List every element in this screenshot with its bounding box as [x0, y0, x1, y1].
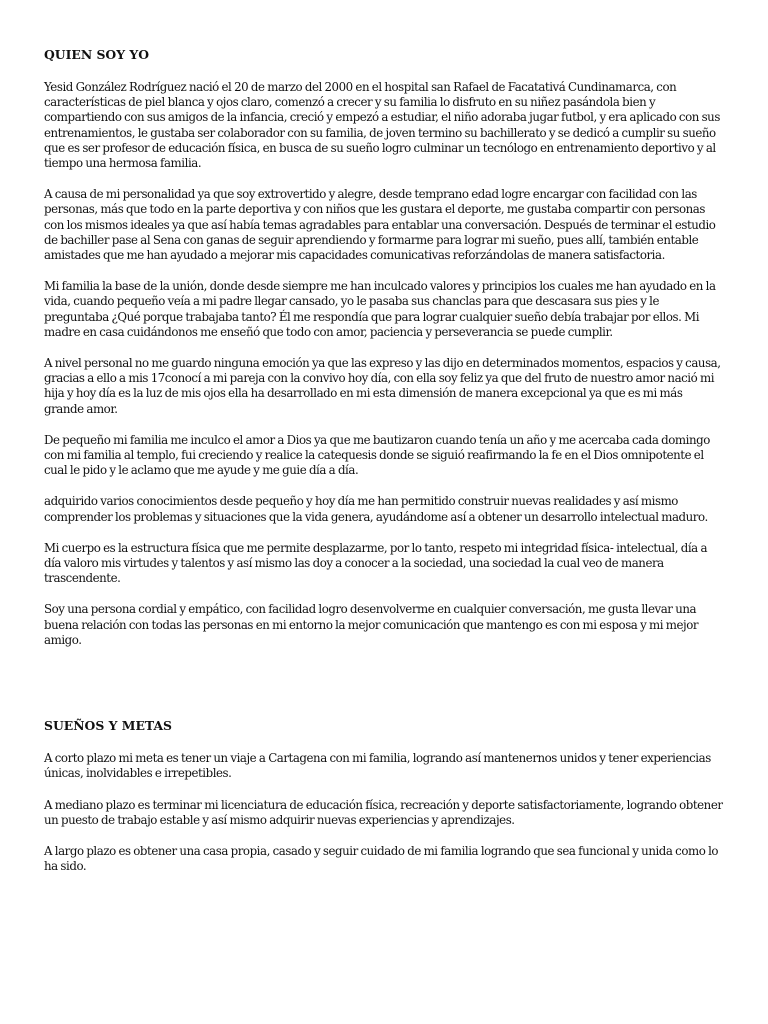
paragraph-personalidad: A causa de mi personalidad ya que soy extrovertido y alegre, desde temprano edad logre encargar con facilidad con las personas, más que todo en la parte deportiva y con niños que les gustara el deporte, me gustaba compartir con personas con los mismos ideales ya que así había temas agradables para entablar una conversación. Después de terminar el estudio de bachiller pase al Sena con ganas de seguir aprendiendo y formarme para lograr mi sueño, pues allí, también entable amistades que me han ayudado a mejorar mis capacidades comunicativas reforzándolas de manera satisfactoria. [44, 187, 716, 263]
paragraph-nivel-personal: A nivel personal no me guardo ninguna emoción ya que las expreso y las dijo en determinados momentos, espacios y causa, gracias a ello a mis 17conocí a mi pareja con la convivo hoy día, con ella soy feliz ya que del fruto de nuestro amor nació mi hija y hoy día es la luz de mis ojos ella ha desarrollado en mi esta dimensión de manera excepcional ya que es mi más grande amor. [44, 356, 721, 416]
paragraph-fe: De pequeño mi familia me inculco el amor a Dios ya que me bautizaron cuando tenía un año y me acercaba cada domingo con mi familia al templo, fui creciendo y realice la catequesis donde se siguió reafirmando la fe en el Dios omnipotente el cual le pido y le aclamo que me ayude y me guie día a día. [44, 432, 710, 478]
document-page [44, 40, 724, 874]
heading-suenos-y-metas: SUEÑOS Y METAS [44, 718, 173, 734]
paragraph-biografia: Yesid González Rodríguez nació el 20 de marzo del 2000 en el hospital san Rafael de Facatativá Cundinamarca, con características de piel blanca y ojos claro, comenzó a crecer y su familia lo disfruto en su niñez pasándola bien y compartiendo con sus amigos de la infancia, creció y empezó a estudiar, el niño adoraba jugar futbol, y era aplicado con sus entrenamientos, le gustaba ser colaborador con su familia, de joven termino su bachillerato y se dedicó a cumplir su sueño que es ser profesor de educación física, en busca de su sueño logro culminar un tecnólogo en entrenamiento deportivo y al tiempo una hermosa familia. [44, 80, 720, 171]
heading-quien-soy-yo: QUIEN SOY YO [44, 47, 150, 62]
paragraph-relaciones: Soy una persona cordial y empático, con facilidad logro desenvolverme en cualquier conversación, me gusta llevar una buena relación con todas las personas en mi entorno la mejor comunicación que mantengo es con mi esposa y mi mejor amigo. [44, 602, 699, 647]
paragraph-conocimientos: adquirido varios conocimientos desde pequeño y hoy día me han permitido construir nuevas realidades y así mismo comprender los problemas y situaciones que la vida genera, ayudándome así a obtener un desarrollo intelectual maduro. [44, 494, 708, 524]
paragraph-familia: Mi familia la base de la unión, donde desde siempre me han inculcado valores y principios los cuales me han ayudado en la vida, cuando pequeño veía a mi padre llegar cansado, yo le pasaba sus chanclas para que descasara sus pies y le preguntaba ¿Qué porque trabajaba tanto? Él me respondía que para lograr cualquier sueño debía trabajar por ellos. Mi madre en casa cuidándonos me enseñó que todo con amor, paciencia y perseverancia se puede cumplir. [44, 279, 716, 339]
paragraph-largo-plazo: A largo plazo es obtener una casa propia, casado y seguir cuidado de mi familia logrando que sea funcional y unida como lo ha sido. [44, 843, 719, 874]
paragraph-cuerpo: Mi cuerpo es la estructura física que me permite desplazarme, por lo tanto, respeto mi integridad física- intelectual, día a día valoro mis virtudes y talentos y así mismo las doy a conocer a la sociedad, una sociedad la cual veo de manera trascendente. [44, 540, 708, 586]
paragraph-mediano-plazo: A mediano plazo es terminar mi licenciatura de educación física, recreación y deporte satisfactoriamente, logrando obtener un puesto de trabajo estable y así mismo adquirir nuevas experiencias y aprendizajes. [44, 797, 723, 827]
paragraph-corto-plazo: A corto plazo mi meta es tener un viaje a Cartagena con mi familia, logrando así mantenernos unidos y tener experiencias únicas, inolvidables e irrepetibles. [44, 751, 711, 781]
